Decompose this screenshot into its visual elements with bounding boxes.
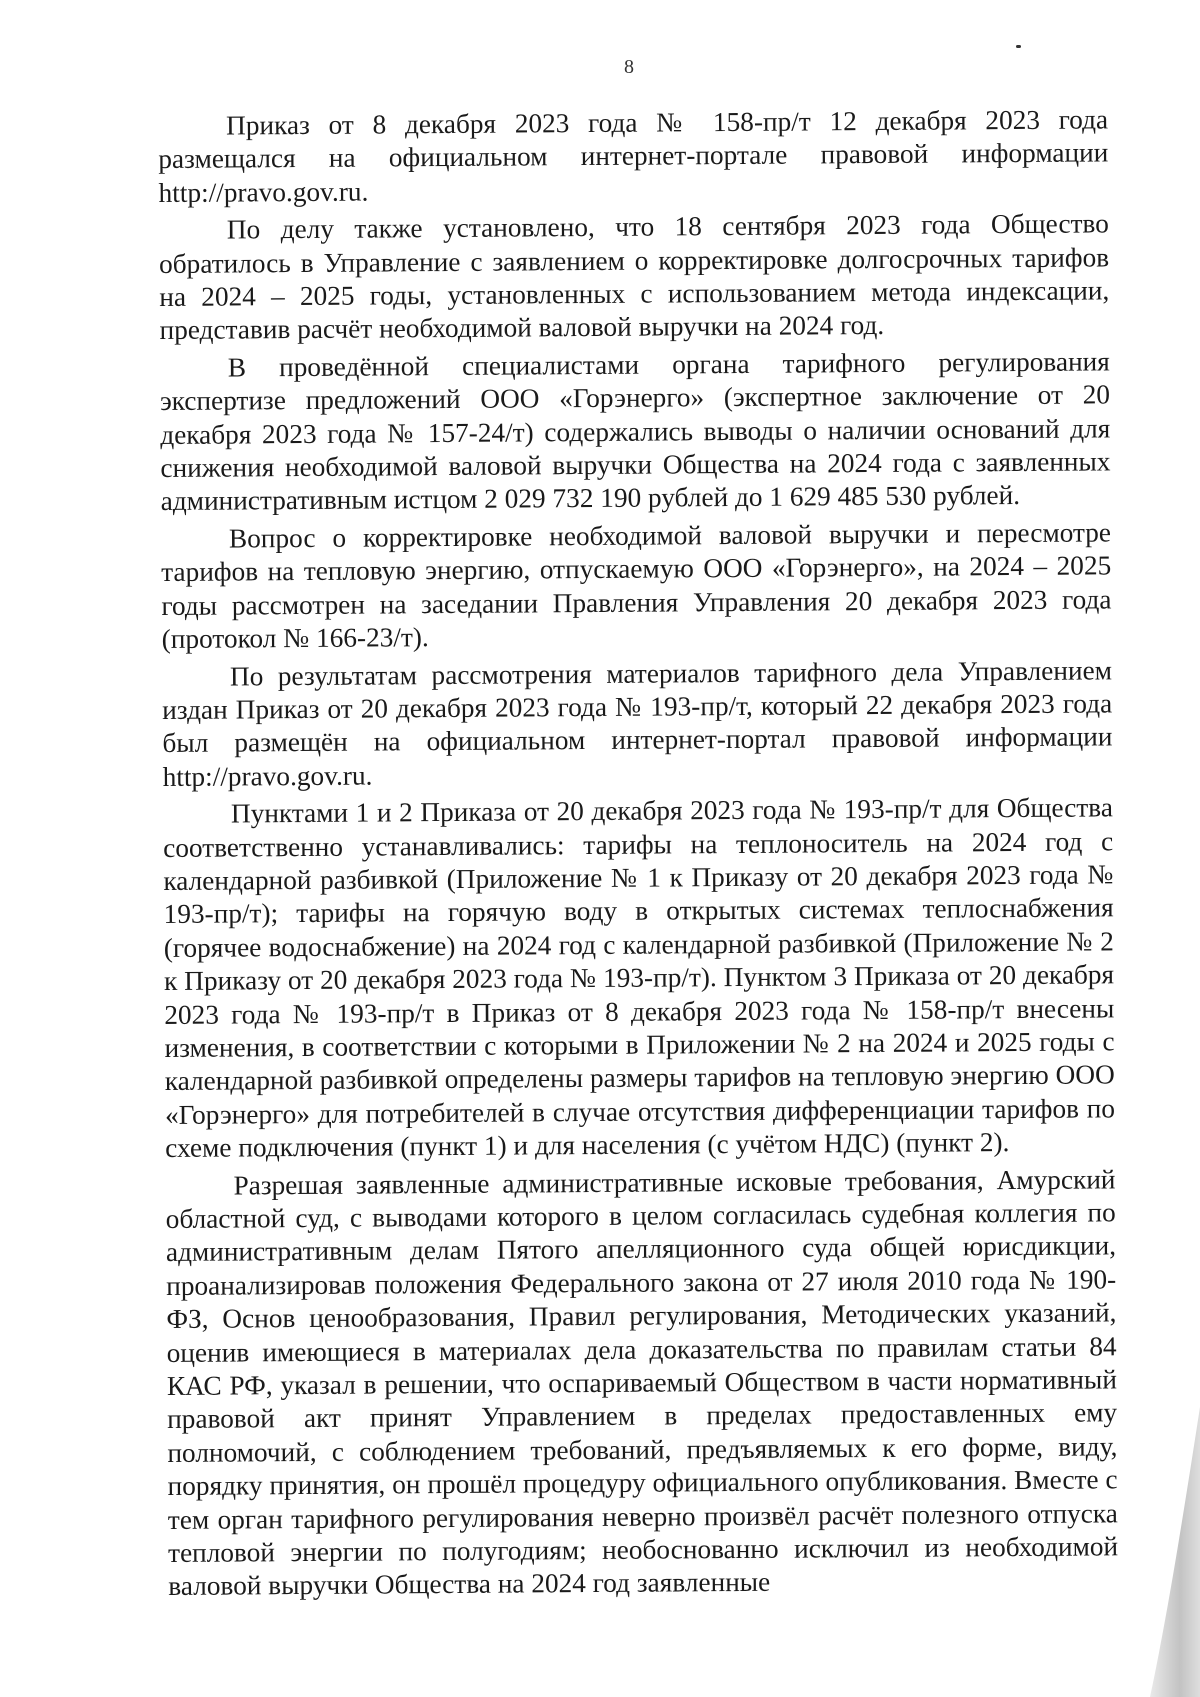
page-number: 8 bbox=[624, 56, 634, 78]
paragraph-5: По результатам рассмотрения материалов тарифного дела Управлением издан Приказ от 20 декабря 2023 года № 193-пр/т, который 22 декабря 2023 года был размещён на официальном интернет-портал правовой информации http://pravo.gov.ru. bbox=[162, 654, 1113, 792]
page-curl-shadow bbox=[1110, 1407, 1200, 1697]
paragraph-6: Пунктами 1 и 2 Приказа от 20 декабря 2023 года № 193-пр/т для Общества соответственно устанавливались: тарифы на теплоноситель на 2024 год с календарной разбивкой (Приложение № 1 к Приказу от 20 декабря 2023 года № 193-пр/т); тарифы на горячую воду в открытых системах теплоснабжения (горячее водоснабжение) на 2024 год с календарной разбивкой (Приложение № 2 к Приказу от 20 декабря 2023 года № 193-пр/т). Пунктом 3 Приказа от 20 декабря 2023 года № 193-пр/т в Приказ от 8 декабря 2023 года № 158-пр/т внесены изменения, в соответствии с которыми в Приложении № 2 на 2024 и 2025 годы с календарной разбивкой определены размеры тарифов на тепловую энергию ООО «Горэнерго» для потребителей в случае отсутствия дифференциации тарифов по схеме подключения (пункт 1) и для населения (с учётом НДС) (пункт 2). bbox=[163, 792, 1116, 1164]
paragraph-4: Вопрос о корректировке необходимой валовой выручки и пересмотре тарифов на тепловую энергию, отпускаемую ООО «Горэнерго», на 2024 – 2025 годы рассмотрен на заседании Правления Управления 20 декабря 2023 года (протокол № 166-23/т). bbox=[161, 517, 1112, 655]
paragraph-7: Разрешая заявленные административные исковые требования, Амурский областной суд, с выводами которого в целом согласилась судебная коллегия по административным делам Пятого апелляционного суда общей юрисдикции, проанализировав положения Федерального закона от 27 июля 2010 года № 190-ФЗ, Основ ценообразования, Правил регулирования, Методических указаний, оценив имеющиеся в материалах дела доказательства по правилам статьи 84 КАС РФ, указал в решении, что оспариваемый Обществом в части нормативный правовой акт принят Управлением в пределах предоставленных ему полномочий, с соблюдением требований, предъявляемых к его форме, виду, порядку принятия, он прошёл процедуру официального опубликования. Вместе с тем орган тарифного регулирования неверно произвёл расчёт полезного отпуска тепловой энергии по полугодиям; необоснованно исключил из необходимой валовой выручки Общества на 2024 год заявленные bbox=[165, 1163, 1119, 1602]
paragraph-2: По делу также установлено, что 18 сентября 2023 года Общество обратилось в Управление с заявлением о корректировке долгосрочных тарифов на 2024 – 2025 годы, установленных с использованием метода индексации, представив расчёт необходимой валовой выручки на 2024 год. bbox=[158, 208, 1110, 346]
paragraph-3: В проведённой специалистами органа тарифного регулирования экспертизе предложений ООО «Горэнерго» (экспертное заключение от 20 декабря 2023 года № 157-24/т) содержались выводы о наличии оснований для снижения необходимой валовой выручки Общества на 2024 года с заявленных административным истцом 2 029 732 190 рублей до 1 629 485 530 рублей. bbox=[159, 346, 1111, 517]
scan-artifact bbox=[1016, 45, 1021, 48]
document-body bbox=[158, 103, 1118, 1603]
paragraph-1: Приказ от 8 декабря 2023 года № 158-пр/т 12 декабря 2023 года размещался на официальном интернет-портале правовой информации http://pravo.gov.ru. bbox=[158, 104, 1109, 208]
